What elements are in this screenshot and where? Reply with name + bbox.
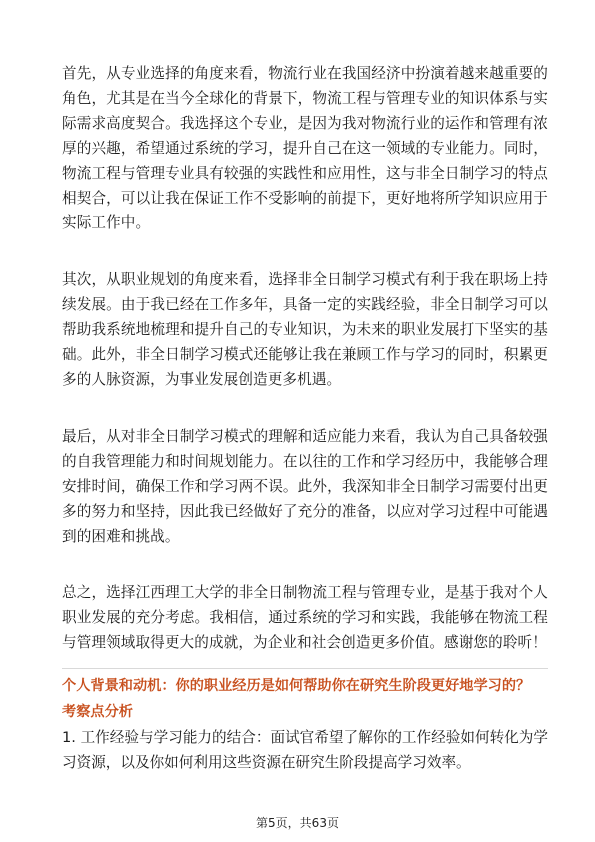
question-title: 个人背景和动机：你的职业经历是如何帮助你在研究生阶段更好地学习的？ [62, 678, 531, 695]
paragraph-1: 首先，从专业选择的角度来看，物流行业在我国经济中扮演着越来越重要的角色，尤其是在当今全球化的背景下，物流工程与管理专业的知识体系与实际需求高度契合。我选择这个专业，是因为我对物流行业的运作和管理有浓厚的兴趣，希望通过系统的学习，提升自己在这一领域的专业能力。同时，物流工程与管理专业具有较强的实践性和应用性，这与非全日制学习的特点相契合，可以让我在保证工作不受影响的前提下，更好地将所学知识应用于实际工作中。 [62, 65, 548, 232]
paragraph-4: 总之，选择江西理工大学的非全日制物流工程与管理专业，是基于我对个人职业发展的充分考虑。我相信，通过系统的学习和实践，我能够在物流工程与管理领域取得更大的成就，为企业和社会创造更多价值。感谢您的聆听！ [62, 584, 548, 652]
analysis-item-1: 1. 工作经验与学习能力的结合：面试官希望了解你的工作经验如何转化为学习资源，以及你如何利用这些资源在研究生阶段提高学习效率。 [62, 729, 548, 772]
paragraph-2: 其次，从职业规划的角度来看，选择非全日制学习模式有利于我在职场上持续发展。由于我已经在工作多年，具备一定的实践经验，非全日制学习可以帮助我系统地梳理和提升自己的专业知识，为未来的职业发展打下坚实的基础。此外，非全日制学习模式还能够让我在兼顾工作与学习的同时，积累更多的人脉资源，为事业发展创造更多机遇。 [62, 271, 548, 388]
page-content [62, 62, 548, 775]
analysis-heading: 考察点分析 [62, 704, 133, 721]
paragraph-3: 最后，从对非全日制学习模式的理解和适应能力来看，我认为自己具备较强的自我管理能力和时间规划能力。在以往的工作和学习经历中，我能够合理安排时间，确保工作和学习两不误。此外，我深知非全日制学习需要付出更多的努力和坚持，因此我已经做好了充分的准备，以应对学习过程中可能遇到的困难和挑战。 [62, 427, 548, 545]
section-divider [62, 668, 548, 669]
page-footer: 第5页，共63页 [256, 816, 339, 830]
